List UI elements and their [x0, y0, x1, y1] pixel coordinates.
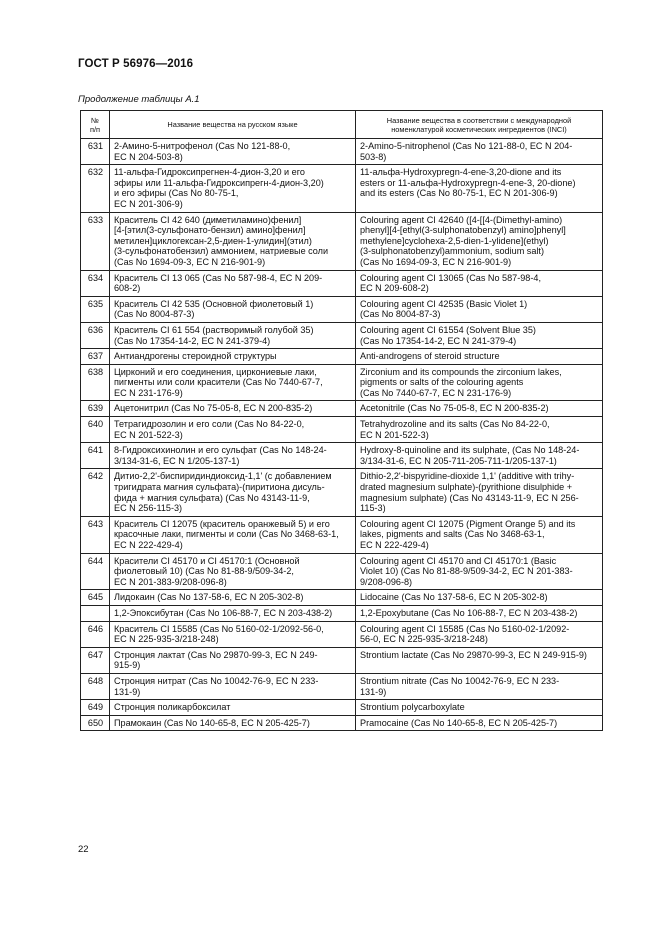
column-header-russian-name: Название вещества на русском языке — [110, 111, 356, 139]
russian-name-cell: Краситель CI 12075 (краситель оранжевый 5) и его красочные лаки, пигменты и соли (Cas No 3468-63-1, EC N 222-429-4) — [110, 516, 356, 553]
russian-name-cell: Прамокаин (Cas No 140-65-8, EC N 205-425-7) — [110, 715, 356, 731]
table-row — [81, 605, 603, 621]
row-number-cell: 636 — [81, 322, 110, 348]
table-row — [81, 647, 603, 673]
russian-name-cell: Краситель CI 61 554 (растворимый голубой 35) (Cas No 17354-14-2, EC N 241-379-4) — [110, 322, 356, 348]
page-number: 22 — [78, 844, 89, 855]
russian-name-cell: Красители CI 45170 и CI 45170:1 (Основной фиолетовый 10) (Cas No 81-88-9/509-34-2, EC N 201-383-9/208-096-8) — [110, 553, 356, 590]
russian-name-cell: 1,2-Эпоксибутан (Cas No 106-88-7, EC N 203-438-2) — [110, 605, 356, 621]
russian-name-cell: Краситель CI 42 535 (Основной фиолетовый 1) (Cas No 8004-87-3) — [110, 296, 356, 322]
inci-name-cell: 1,2-Epoxybutane (Cas No 106-88-7, EC N 203-438-2) — [356, 605, 603, 621]
russian-name-cell: Стронция нитрат (Cas No 10042-76-9, EC N 233- 131-9) — [110, 673, 356, 699]
row-number-cell: 640 — [81, 417, 110, 443]
russian-name-cell: 2-Амино-5-нитрофенол (Cas No 121-88-0, EC N 204-503-8) — [110, 139, 356, 165]
row-number-cell: 634 — [81, 270, 110, 296]
row-number-cell: 649 — [81, 700, 110, 716]
row-number-cell: 639 — [81, 401, 110, 417]
table-row — [81, 590, 603, 606]
inci-name-cell: Strontium lactate (Cas No 29870-99-3, EC N 249-915-9) — [356, 647, 603, 673]
russian-name-cell: 11-альфа-Гидроксипрегнен-4-дион-3,20 и его эфиры или 11-альфа-Гидроксипрегн-4-дион-3,20) и его эфиры (Cas No 80-75-1, EC N 201-306-9) — [110, 165, 356, 212]
table-row — [81, 516, 603, 553]
row-number-cell — [81, 605, 110, 621]
russian-name-cell: Ацетонитрил (Cas No 75-05-8, EC N 200-835-2) — [110, 401, 356, 417]
russian-name-cell: 8-Гидроксихинолин и его сульфат (Cas No 148-24- 3/134-31-6, EC N 1/205-137-1) — [110, 443, 356, 469]
table-body — [81, 139, 603, 731]
row-number-cell: 650 — [81, 715, 110, 731]
russian-name-cell: Антиандрогены стероидной структуры — [110, 349, 356, 365]
table-row — [81, 364, 603, 401]
inci-name-cell: Lidocaine (Cas No 137-58-6, EC N 205-302-8) — [356, 590, 603, 606]
inci-name-cell: 11-альфа-Hydroxypregn-4-ene-3,20-dione and its esters or 11-альфа-Hydroxypregn-4-ene-3, 20-dione) and its esters (Cas No 80-75-1, EC N 201-306-9) — [356, 165, 603, 212]
row-number-cell: 643 — [81, 516, 110, 553]
inci-name-cell: Tetrahydrozoline and its salts (Cas No 84-22-0, EC N 201-522-3) — [356, 417, 603, 443]
row-number-cell: 635 — [81, 296, 110, 322]
row-number-cell: 644 — [81, 553, 110, 590]
table-row — [81, 270, 603, 296]
table-row — [81, 212, 603, 270]
table-row — [81, 553, 603, 590]
row-number-cell: 633 — [81, 212, 110, 270]
row-number-cell: 632 — [81, 165, 110, 212]
table-row — [81, 715, 603, 731]
russian-name-cell: Стронция лактат (Cas No 29870-99-3, EC N 249- 915-9) — [110, 647, 356, 673]
inci-name-cell: Anti-androgens of steroid structure — [356, 349, 603, 365]
inci-name-cell: Strontium polycarboxylate — [356, 700, 603, 716]
inci-name-cell: Colouring agent CI 61554 (Solvent Blue 35) (Cas No 17354-14-2, EC N 241-379-4) — [356, 322, 603, 348]
inci-name-cell: 2-Amino-5-nitrophenol (Cas No 121-88-0, EC N 204- 503-8) — [356, 139, 603, 165]
row-number-cell: 647 — [81, 647, 110, 673]
row-number-cell: 637 — [81, 349, 110, 365]
russian-name-cell: Краситель CI 42 640 (диметиламино)фенил] [4-[этил(3-сульфонато-бензил) амино]фенил] метилен]циклогексан-2,5-диен-1-улидин](этил) (3-сульфонатобензил) аммонием, натриевые соли (Cas No 1694-09-3, EC N 216-901-9) — [110, 212, 356, 270]
russian-name-cell: Цирконий и его соединения, циркониевые лаки, пигменты или соли красители (Cas No 7440-67-7, EC N 231-176-9) — [110, 364, 356, 401]
row-number-cell: 638 — [81, 364, 110, 401]
inci-name-cell: Colouring agent CI 15585 (Cas No 5160-02-1/2092- 56-0, EC N 225-935-3/218-248) — [356, 621, 603, 647]
inci-name-cell: Colouring agent CI 42535 (Basic Violet 1) (Cas No 8004-87-3) — [356, 296, 603, 322]
russian-name-cell: Краситель CI 13 065 (Cas No 587-98-4, EC N 209- 608-2) — [110, 270, 356, 296]
table-header-row — [81, 111, 603, 139]
row-number-cell: 648 — [81, 673, 110, 699]
table-row — [81, 673, 603, 699]
row-number-cell: 646 — [81, 621, 110, 647]
table-row — [81, 165, 603, 212]
column-header-number: № п/п — [81, 111, 110, 139]
column-header-inci-name: Название вещества в соответствии с международной номенклатурой косметических ингредиентов (INCI) — [356, 111, 603, 139]
table-row — [81, 139, 603, 165]
inci-name-cell: Colouring agent CI 45170 and CI 45170:1 (Basic Violet 10) (Cas No 81-88-9/509-34-2, EC N 201-383- 9/208-096-8) — [356, 553, 603, 590]
table-row — [81, 443, 603, 469]
row-number-cell: 641 — [81, 443, 110, 469]
table-row — [81, 621, 603, 647]
row-number-cell: 645 — [81, 590, 110, 606]
inci-name-cell: Colouring agent CI 12075 (Pigment Orange 5) and its lakes, pigments and salts (Cas No 3468-63-1, EC N 222-429-4) — [356, 516, 603, 553]
inci-name-cell: Hydroxy-8-quinoline and its sulphate, (Cas No 148-24- 3/134-31-6, EC N 205-711-205-711-1/205-137-1) — [356, 443, 603, 469]
table-row — [81, 469, 603, 516]
substances-table — [80, 110, 603, 731]
inci-name-cell: Pramocaine (Cas No 140-65-8, EC N 205-425-7) — [356, 715, 603, 731]
table-row — [81, 401, 603, 417]
inci-name-cell: Acetonitrile (Cas No 75-05-8, EC N 200-835-2) — [356, 401, 603, 417]
russian-name-cell: Стронция поликарбоксилат — [110, 700, 356, 716]
inci-name-cell: Strontium nitrate (Cas No 10042-76-9, EC N 233- 131-9) — [356, 673, 603, 699]
row-number-cell: 631 — [81, 139, 110, 165]
table-row — [81, 296, 603, 322]
inci-name-cell: Dithio-2,2'-bispyridine-dioxide 1,1' (additive with trihy- drated magnesium sulphate)-(pyrithione disulphide + magnesium sulphate) (Cas No 43143-11-9, EC N 256- 115-3) — [356, 469, 603, 516]
table-row — [81, 417, 603, 443]
inci-name-cell: Colouring agent CI 42640 ([4-[[4-(Dimethyl-amino) phenyl][4-[ethyl(3-sulphonatobenzyl) amino]phenyl] methylene]cyclohexa-2,5-dien-1-ylidene](ethyl) (3-sulphonatobenzyl)ammonium, sodium salt) (Cas No 1694-09-3, EC N 216-901-9) — [356, 212, 603, 270]
russian-name-cell: Дитио-2,2'-биспиридиндиоксид-1,1' (с добавлением тригидрата магния сульфата)-(пиритиона дисуль- фида + магния сульфата) (Cas No 43143-11-9, EC N 256-115-3) — [110, 469, 356, 516]
inci-name-cell: Zirconium and its compounds the zirconium lakes, pigments or salts of the colouring agents (Cas No 7440-67-7, EC N 231-176-9) — [356, 364, 603, 401]
document-title: ГОСТ Р 56976—2016 — [78, 58, 194, 70]
table-row — [81, 700, 603, 716]
table-row — [81, 349, 603, 365]
russian-name-cell: Краситель CI 15585 (Cas No 5160-02-1/2092-56-0, EC N 225-935-3/218-248) — [110, 621, 356, 647]
table-continuation-label: Продолжение таблицы А.1 — [78, 94, 200, 105]
table-row — [81, 322, 603, 348]
russian-name-cell: Лидокаин (Cas No 137-58-6, EC N 205-302-8) — [110, 590, 356, 606]
row-number-cell: 642 — [81, 469, 110, 516]
russian-name-cell: Тетрагидрозолин и его соли (Cas No 84-22-0, EC N 201-522-3) — [110, 417, 356, 443]
inci-name-cell: Colouring agent CI 13065 (Cas No 587-98-4, EC N 209-608-2) — [356, 270, 603, 296]
